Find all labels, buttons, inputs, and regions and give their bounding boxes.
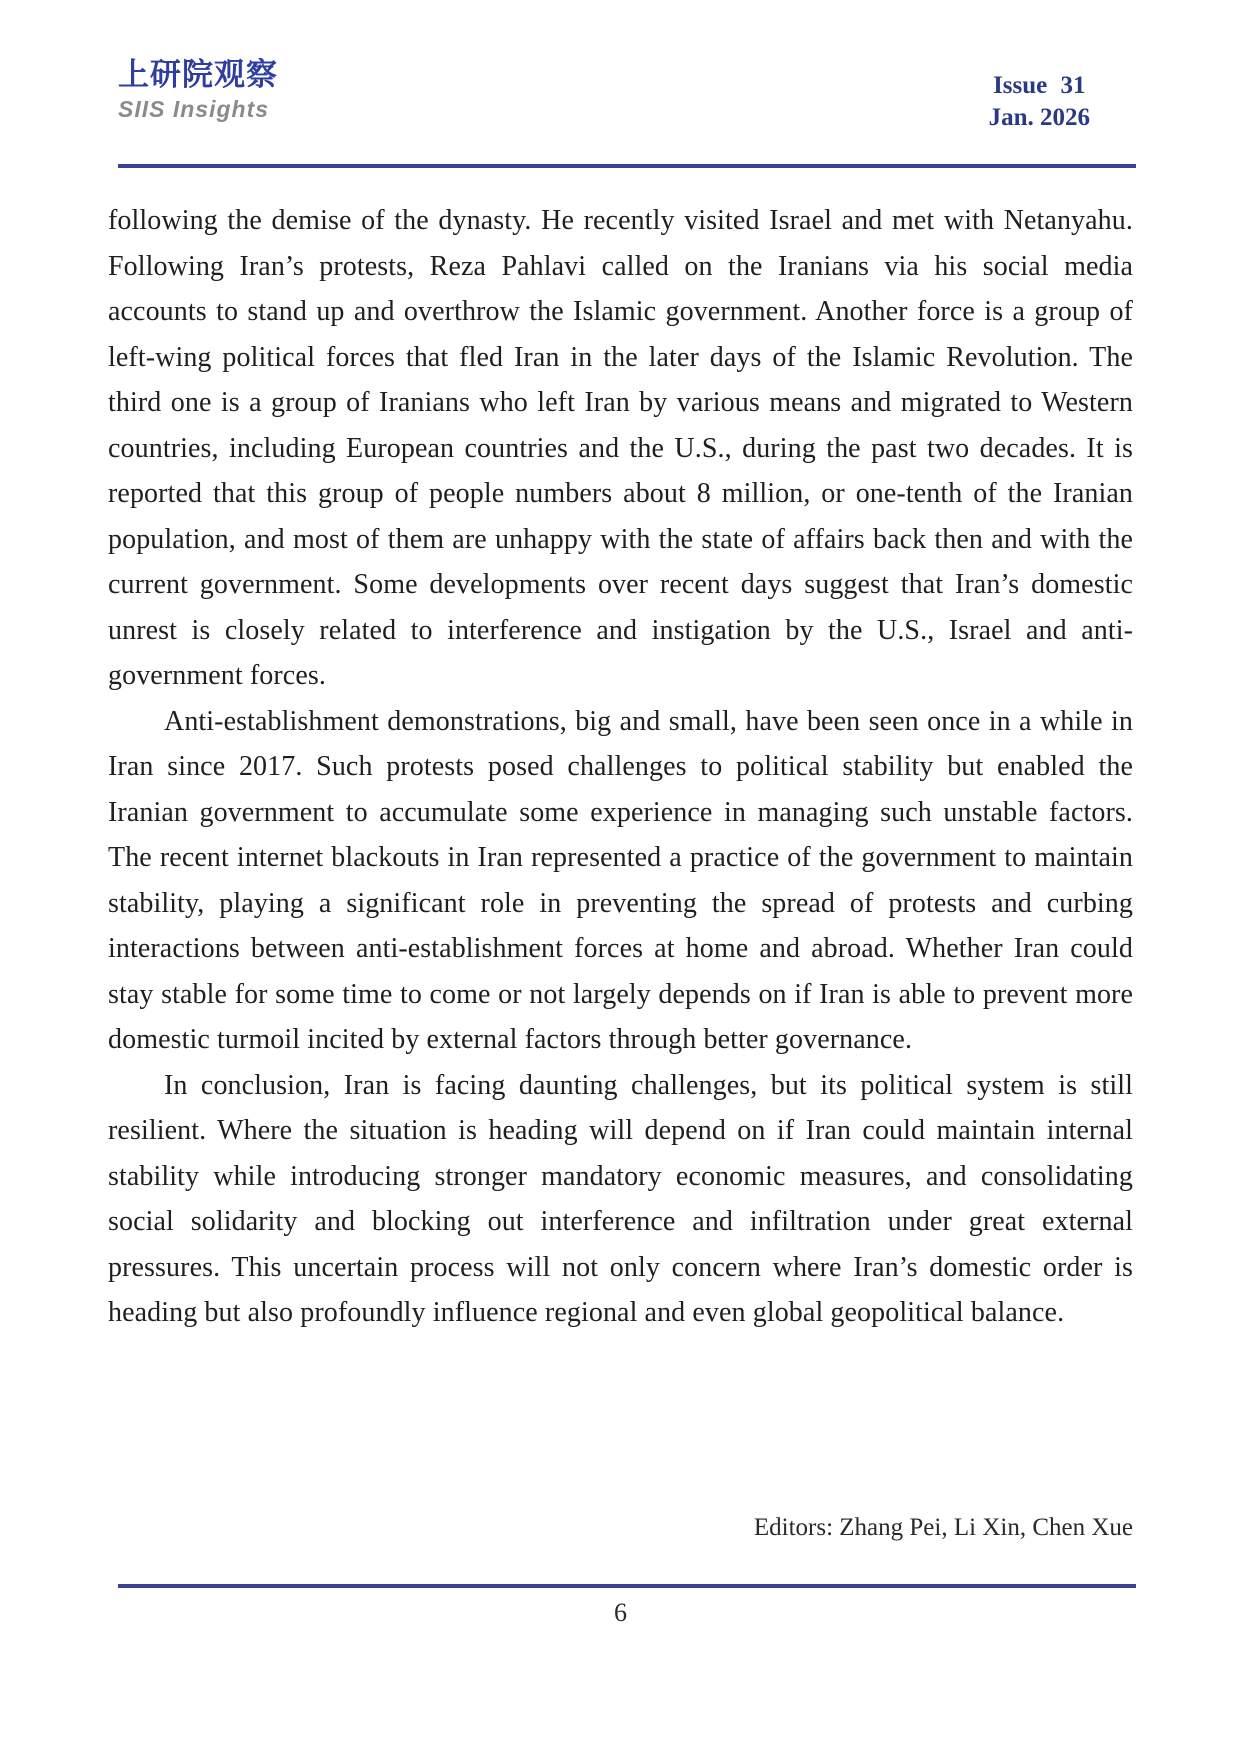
issue-info — [989, 58, 1133, 134]
issue-number: Issue 31 — [993, 72, 1086, 99]
logo-chinese-title: 上研院观察 — [118, 57, 278, 93]
page-header — [0, 0, 1241, 134]
editors-line: Editors: Zhang Pei, Li Xin, Chen Xue — [753, 1513, 1133, 1541]
paragraph-anti-establishment: Anti-establishment demonstrations, big and small, have been seen once in a while in Iran since 2017. Such protests posed challenges to political stability but enabled the Iranian government to accumulate some experience in managing such unstable factors. The recent internet blackouts in Iran represented a practice of the government to maintain stability, playing a significant role in preventing the spread of protests and curbing interactions between anti-establishment forces at home and abroad. Whether Iran could stay stable for some time to come or not largely depends on if Iran is able to prevent more domestic turmoil incited by external factors through better governance. — [108, 705, 1133, 1055]
paragraph-continuation: following the demise of the dynasty. He recently visited Israel and met with Netanyahu. Following Iran’s protests, Reza Pahlavi called on the Iranians via his social media accounts to stand up and overthrow the Islamic government. Another force is a group of left-wing political forces that fled Iran in the later days of the Islamic Revolution. The third one is a group of Iranians who left Iran by various means and migrated to Western countries, including European countries and the U.S., during the past two decades. It is reported that this group of people numbers about 8 million, or one-tenth of the Iranian population, and most of them are unhappy with the state of affairs back then and with the current government. Some developments over recent days suggest that Iran’s domestic unrest is closely related to interference and instigation by the U.S., Israel and anti-government forces. — [108, 205, 1133, 691]
issue-date: Jan. 2026 — [988, 104, 1090, 131]
page-number: 6 — [614, 1597, 627, 1627]
paragraph-conclusion: In conclusion, Iran is facing daunting challenges, but its political system is still resilient. Where the situation is heading will depend on if Iran could maintain internal stability while introducing stronger mandatory economic measures, and consolidating social solidarity and blocking out interference and infiltration under great external pressures. This uncertain process will not only concern where Iran’s domestic order is heading but also profoundly influence regional and even global geopolitical balance. — [108, 1069, 1133, 1328]
logo-english-subtitle: SIIS Insights — [118, 95, 270, 122]
article-body — [0, 168, 1241, 1336]
footer-divider — [118, 1584, 1136, 1588]
siis-logo — [118, 58, 278, 123]
